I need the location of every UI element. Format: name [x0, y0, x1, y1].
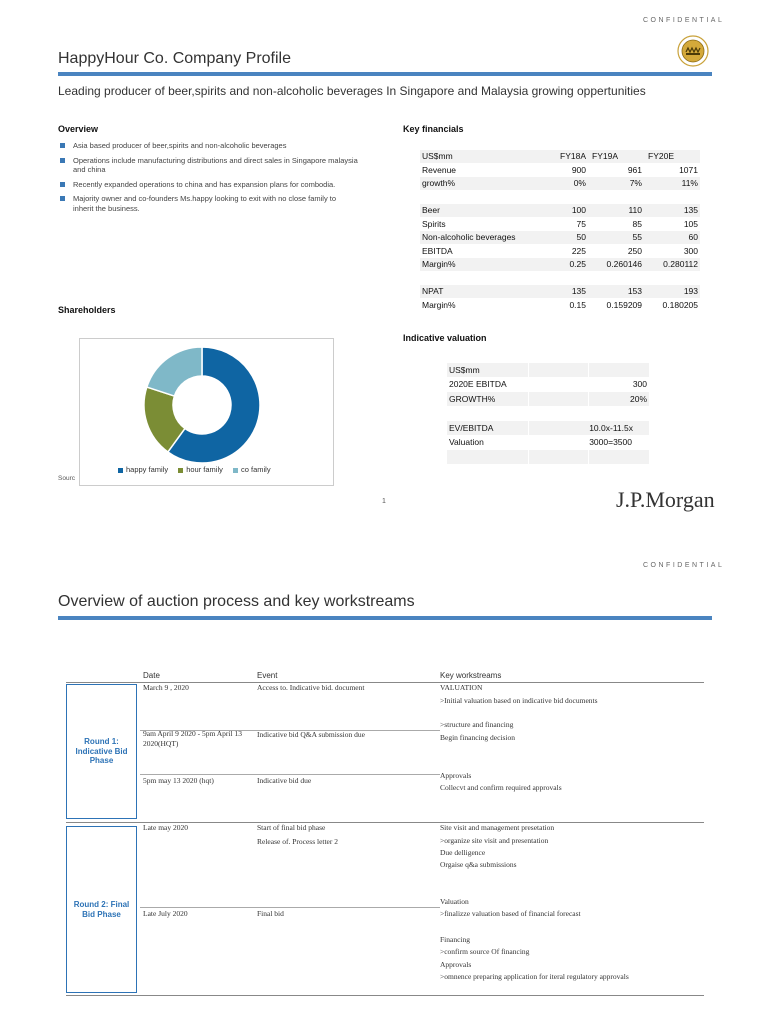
- company-logo: [677, 35, 709, 67]
- overview-bullet: Majority owner and co-founders Ms.happy looking to exit with no close family to inherit the business.: [58, 194, 358, 213]
- table-cell: 0.159209: [588, 298, 644, 312]
- table-cell: [529, 406, 589, 421]
- round1-date-1: March 9 , 2020: [143, 683, 189, 692]
- table-cell: EV/EBITDA: [447, 421, 529, 436]
- table-cell: 0.15: [532, 298, 588, 312]
- table-cell: 0.180205: [644, 298, 700, 312]
- shareholders-chart: [79, 338, 334, 486]
- legend-swatch: [233, 468, 238, 473]
- table-cell: 75: [532, 217, 588, 231]
- title-rule: [58, 72, 712, 76]
- table-row: [420, 285, 700, 299]
- table-cell: 300: [644, 244, 700, 258]
- table-row: [420, 231, 700, 245]
- table-row: [447, 377, 650, 392]
- table-cell: US$mm: [447, 363, 529, 377]
- shareholders-heading: Shareholders: [58, 305, 116, 315]
- round1-workstream: >Initial valuation based on indicative bid documents: [440, 696, 598, 705]
- donut-chart: [80, 339, 333, 469]
- table-cell: [588, 271, 644, 285]
- table-cell: 153: [588, 285, 644, 299]
- table-cell: EBITDA: [420, 244, 532, 258]
- table-row: [420, 271, 700, 285]
- table-cell: 50: [532, 231, 588, 245]
- round1-date-3: 5pm may 13 2020 (hqt): [143, 776, 214, 785]
- table-cell: [532, 271, 588, 285]
- table-cell: Valuation: [447, 435, 529, 450]
- table-row: [420, 190, 700, 204]
- table-cell: growth%: [420, 177, 532, 191]
- table-cell: 7%: [588, 177, 644, 191]
- table-cell: Beer: [420, 204, 532, 218]
- legend-label: happy family: [126, 465, 169, 474]
- table-cell: [447, 450, 529, 465]
- key-financials-heading: Key financials: [403, 124, 464, 134]
- title-rule: [58, 616, 712, 620]
- table-row: [447, 435, 650, 450]
- column-header-event: Event: [257, 671, 278, 680]
- table-cell: [420, 190, 532, 204]
- table-cell: 225: [532, 244, 588, 258]
- table-row: [420, 177, 700, 191]
- table-row: [447, 421, 650, 436]
- overview-bullet: Operations include manufacturing distributions and direct sales in Singapore malaysia and china: [58, 156, 358, 175]
- table-cell: Spirits: [420, 217, 532, 231]
- table-cell: 135: [532, 285, 588, 299]
- table-cell: [420, 271, 532, 285]
- confidential-label: CONFIDENTIAL: [643, 17, 725, 24]
- table-cell: 3000=3500: [529, 435, 650, 450]
- valuation-table: [447, 363, 650, 465]
- jpmorgan-logo: J.P.Morgan: [616, 487, 715, 512]
- round1-date-2: 9am April 9 2020 - 5pm April 13 2020(HQT): [143, 729, 242, 748]
- table-row: [420, 163, 700, 177]
- round2-workstream: >confirm source Of financing: [440, 947, 530, 956]
- table-cell: 10.0x-11.5x: [529, 421, 650, 436]
- round1-workstream: Collecvt and confirm required approvals: [440, 783, 562, 792]
- table-cell: 11%: [644, 177, 700, 191]
- overview-list: [58, 141, 358, 218]
- table-cell: Non-alcoholic beverages: [420, 231, 532, 245]
- chart-legend: [110, 465, 271, 474]
- overview-bullet: Recently expanded operations to china and has expansion plans for combodia.: [58, 180, 358, 190]
- table-cell: 0.260146: [588, 258, 644, 272]
- table-cell: 0.25: [532, 258, 588, 272]
- table-cell: Margin%: [420, 258, 532, 272]
- overview-bullet: Asia based producer of beer,spirits and non-alcoholic beverages: [58, 141, 358, 151]
- table-cell: [529, 392, 589, 407]
- table-cell: 105: [644, 217, 700, 231]
- table-cell: 0%: [532, 177, 588, 191]
- round2-event-2: Release of. Process letter 2: [257, 837, 339, 846]
- table-cell: [532, 190, 588, 204]
- table-cell: [588, 190, 644, 204]
- round1-workstream: Approvals: [440, 771, 472, 780]
- phase-box-round-2: [66, 826, 137, 993]
- table-cell: GROWTH%: [447, 392, 529, 407]
- round2-workstream: Approvals: [440, 960, 472, 969]
- table-cell: Margin%: [420, 298, 532, 312]
- legend-label: hour family: [186, 465, 223, 474]
- table-cell: 60: [644, 231, 700, 245]
- table-row: [447, 363, 650, 377]
- page-title: HappyHour Co. Company Profile: [58, 50, 291, 67]
- table-row: [420, 258, 700, 272]
- table-cell: [644, 271, 700, 285]
- legend-label: co family: [240, 465, 271, 474]
- table-cell: 100: [532, 204, 588, 218]
- round2-event-3: Final bid: [257, 909, 284, 918]
- page-title: Overview of auction process and key workstreams: [58, 593, 415, 610]
- round2-event-1: Start of final bid phase: [257, 823, 326, 832]
- legend-swatch: [178, 468, 183, 473]
- round2-workstream: Valuation: [440, 897, 469, 906]
- table-cell: [644, 190, 700, 204]
- donut-slice-co-family: [147, 347, 202, 396]
- table-cell: Revenue: [420, 163, 532, 177]
- round2-workstream: >organize site visit and presentation: [440, 836, 549, 845]
- key-financials-table: [420, 150, 700, 312]
- table-cell: [529, 377, 589, 392]
- round1-workstream: >structure and financing: [440, 720, 514, 729]
- table-cell: 250: [588, 244, 644, 258]
- table-cell: [589, 406, 650, 421]
- overview-heading: Overview: [58, 124, 99, 134]
- table-row: [447, 406, 650, 421]
- indicative-valuation-heading: Indicative valuation: [403, 333, 487, 343]
- table-cell: [529, 450, 589, 465]
- table-header-cell: US$mm: [420, 150, 532, 163]
- table-row: [447, 450, 650, 465]
- table-cell: 1071: [644, 163, 700, 177]
- round2-workstream: Site visit and management presetation: [440, 823, 555, 832]
- source-note: Sourc: [58, 475, 75, 482]
- table-header-cell: FY20E: [644, 150, 700, 163]
- table-cell: 300: [589, 377, 650, 392]
- table-cell: 20%: [589, 392, 650, 407]
- round2-workstream: >omnence preparing application for iteral regulatory approvals: [440, 972, 629, 981]
- table-row: [420, 298, 700, 312]
- table-row: [420, 150, 700, 163]
- table-header-cell: FY18A: [532, 150, 588, 163]
- confidential-label: CONFIDENTIAL: [643, 562, 725, 569]
- phase-label-round-1: Round 1: Indicative Bid Phase: [75, 737, 128, 765]
- round1-workstream: VALUATION: [440, 683, 483, 692]
- table-cell: 55: [588, 231, 644, 245]
- round2-workstream: >finalizze valuation based of financial forecast: [440, 909, 581, 918]
- page-subtitle: Leading producer of beer,spirits and non-alcoholic beverages In Singapore and Malaysia growing oppertunities: [58, 84, 646, 98]
- table-cell: 0.280112: [644, 258, 700, 272]
- table-row: [420, 217, 700, 231]
- round1-workstream: Begin financing decision: [440, 733, 515, 742]
- round2-date-2: Late July 2020: [143, 909, 188, 918]
- table-cell: [589, 450, 650, 465]
- table-cell: 193: [644, 285, 700, 299]
- round2-workstream: Orgaise q&a submissions: [440, 860, 517, 869]
- column-header-date: Date: [143, 671, 160, 680]
- table-cell: [589, 363, 650, 377]
- round2-workstream: Financing: [440, 935, 470, 944]
- table-cell: 85: [588, 217, 644, 231]
- round1-event-3: Indicative bid due: [257, 776, 312, 785]
- table-cell: NPAT: [420, 285, 532, 299]
- table-cell: 961: [588, 163, 644, 177]
- table-cell: 110: [588, 204, 644, 218]
- round1-event-1: Access to. Indicative bid. document: [257, 683, 365, 692]
- phase-label-round-2: Round 2: Final Bid Phase: [73, 900, 130, 919]
- table-cell: 900: [532, 163, 588, 177]
- table-cell: 2020E EBITDA: [447, 377, 529, 392]
- table-cell: 135: [644, 204, 700, 218]
- table-row: [420, 204, 700, 218]
- table-cell: [447, 406, 529, 421]
- page-number: 1: [382, 498, 386, 505]
- section-rule: [66, 995, 704, 996]
- round2-workstream: Due delligence: [440, 848, 486, 857]
- phase-box-round-1: [66, 684, 137, 819]
- round2-date-1: Late may 2020: [143, 823, 188, 832]
- column-header-workstreams: Key workstreams: [440, 671, 502, 680]
- table-header-cell: FY19A: [588, 150, 644, 163]
- table-cell: [529, 363, 589, 377]
- round1-event-2: Indicative bid Q&A submission due: [257, 730, 365, 739]
- legend-swatch: [118, 468, 123, 473]
- table-row: [447, 392, 650, 407]
- table-row: [420, 244, 700, 258]
